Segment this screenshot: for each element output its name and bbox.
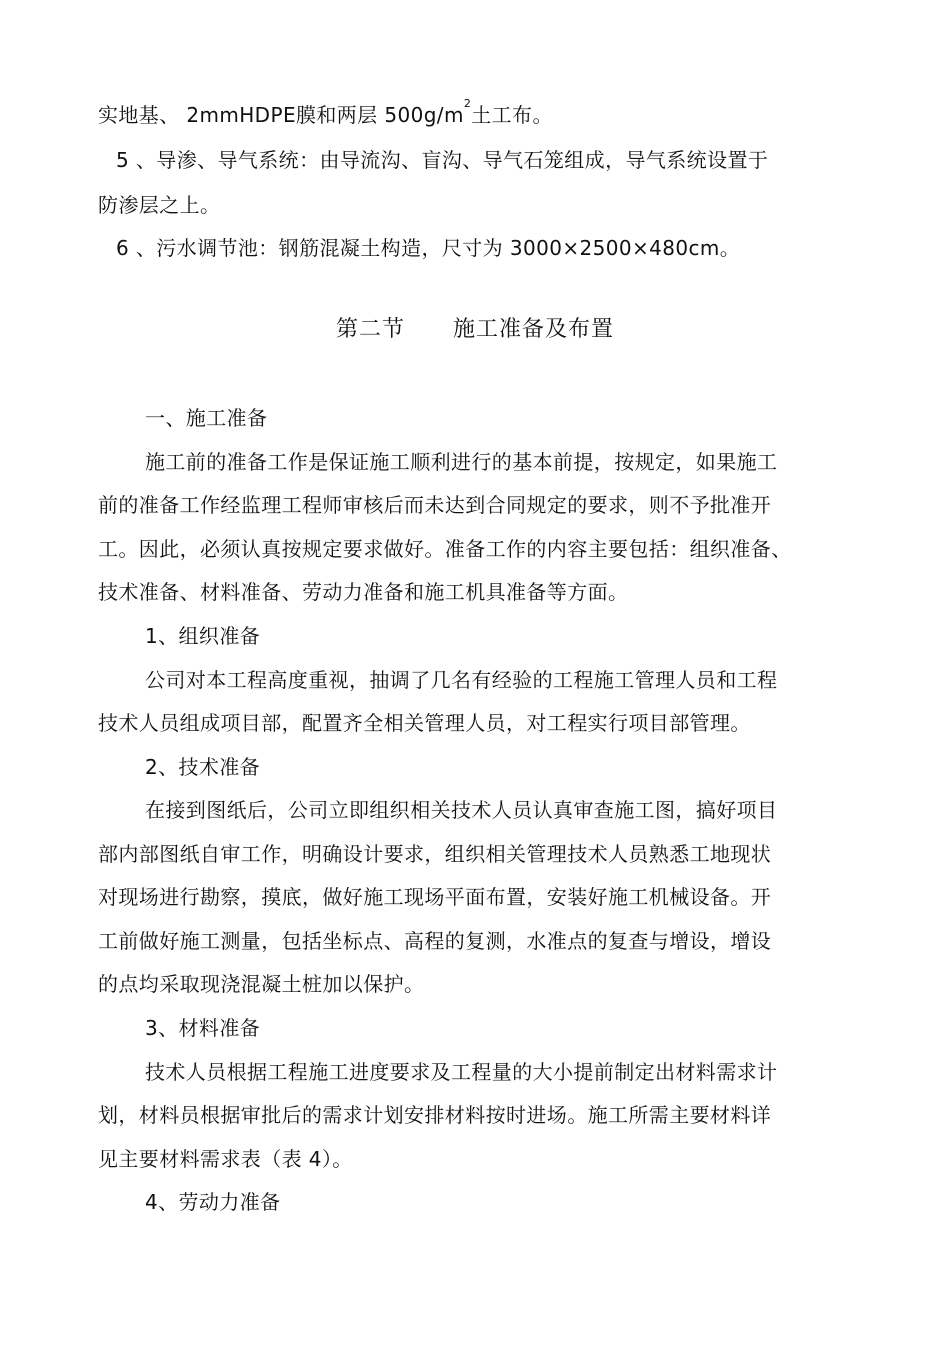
paragraph-line: 技术人员根据工程施工进度要求及工程量的大小提前制定出材料需求计 bbox=[145, 1060, 778, 1084]
paragraph-line: 工前做好施工测量，包括坐标点、高程的复测，水准点的复查与增设，增设 bbox=[98, 929, 772, 953]
paragraph-line: 的点均采取现浇混凝土桩加以保护。 bbox=[98, 972, 425, 996]
paragraph-line: 公司对本工程高度重视，抽调了几名有经验的工程施工管理人员和工程 bbox=[145, 668, 778, 692]
paragraph-line: 见主要材料需求表（表 4）。 bbox=[98, 1147, 353, 1171]
subsection-heading: 一、施工准备 bbox=[145, 406, 268, 430]
paragraph-line: 技术人员组成项目部，配置齐全相关管理人员，对工程实行项目部管理。 bbox=[98, 711, 751, 735]
paragraph-line: 部内部图纸自审工作，明确设计要求，组织相关管理技术人员熟悉工地现状 bbox=[98, 842, 772, 866]
paragraph-line: 划，材料员根据审批后的需求计划安排材料按时进场。施工所需主要材料详 bbox=[98, 1103, 772, 1127]
item-heading: 4、劳动力准备 bbox=[145, 1190, 281, 1214]
paragraph-line: 技术准备、材料准备、劳动力准备和施工机具准备等方面。 bbox=[98, 580, 629, 604]
paragraph-line: 施工前的准备工作是保证施工顺利进行的基本前提，按规定，如果施工 bbox=[145, 450, 778, 474]
paragraph-line: 在接到图纸后，公司立即组织相关技术人员认真审查施工图，搞好项目 bbox=[145, 798, 778, 822]
item-heading: 1、组织准备 bbox=[145, 624, 261, 648]
superscript: 2 bbox=[463, 97, 472, 110]
paragraph-line: 前的准备工作经监理工程师审核后而未达到合同规定的要求，则不予批准开 bbox=[98, 493, 772, 517]
item-heading: 2、技术准备 bbox=[145, 755, 261, 779]
list-item-6: 6 、污水调节池：钢筋混凝土构造，尺寸为 3000×2500×480cm。 bbox=[116, 236, 741, 260]
text-line: 防渗层之上。 bbox=[98, 193, 221, 217]
section-heading: 第二节 施工准备及布置 bbox=[336, 317, 614, 342]
paragraph-line: 工。因此，必须认真按规定要求做好。准备工作的内容主要包括：组织准备、 bbox=[98, 537, 792, 561]
list-item-5: 5 、导渗、导气系统：由导流沟、盲沟、导气石笼组成，导气系统设置于 bbox=[116, 148, 769, 172]
item-heading: 3、材料准备 bbox=[145, 1016, 261, 1040]
paragraph-line: 对现场进行勘察，摸底，做好施工现场平面布置，安装好施工机械设备。开 bbox=[98, 885, 772, 909]
text-line: 实地基、 2mmHDPE膜和两层 $500g/m^2$土工布。 bbox=[98, 97, 553, 127]
